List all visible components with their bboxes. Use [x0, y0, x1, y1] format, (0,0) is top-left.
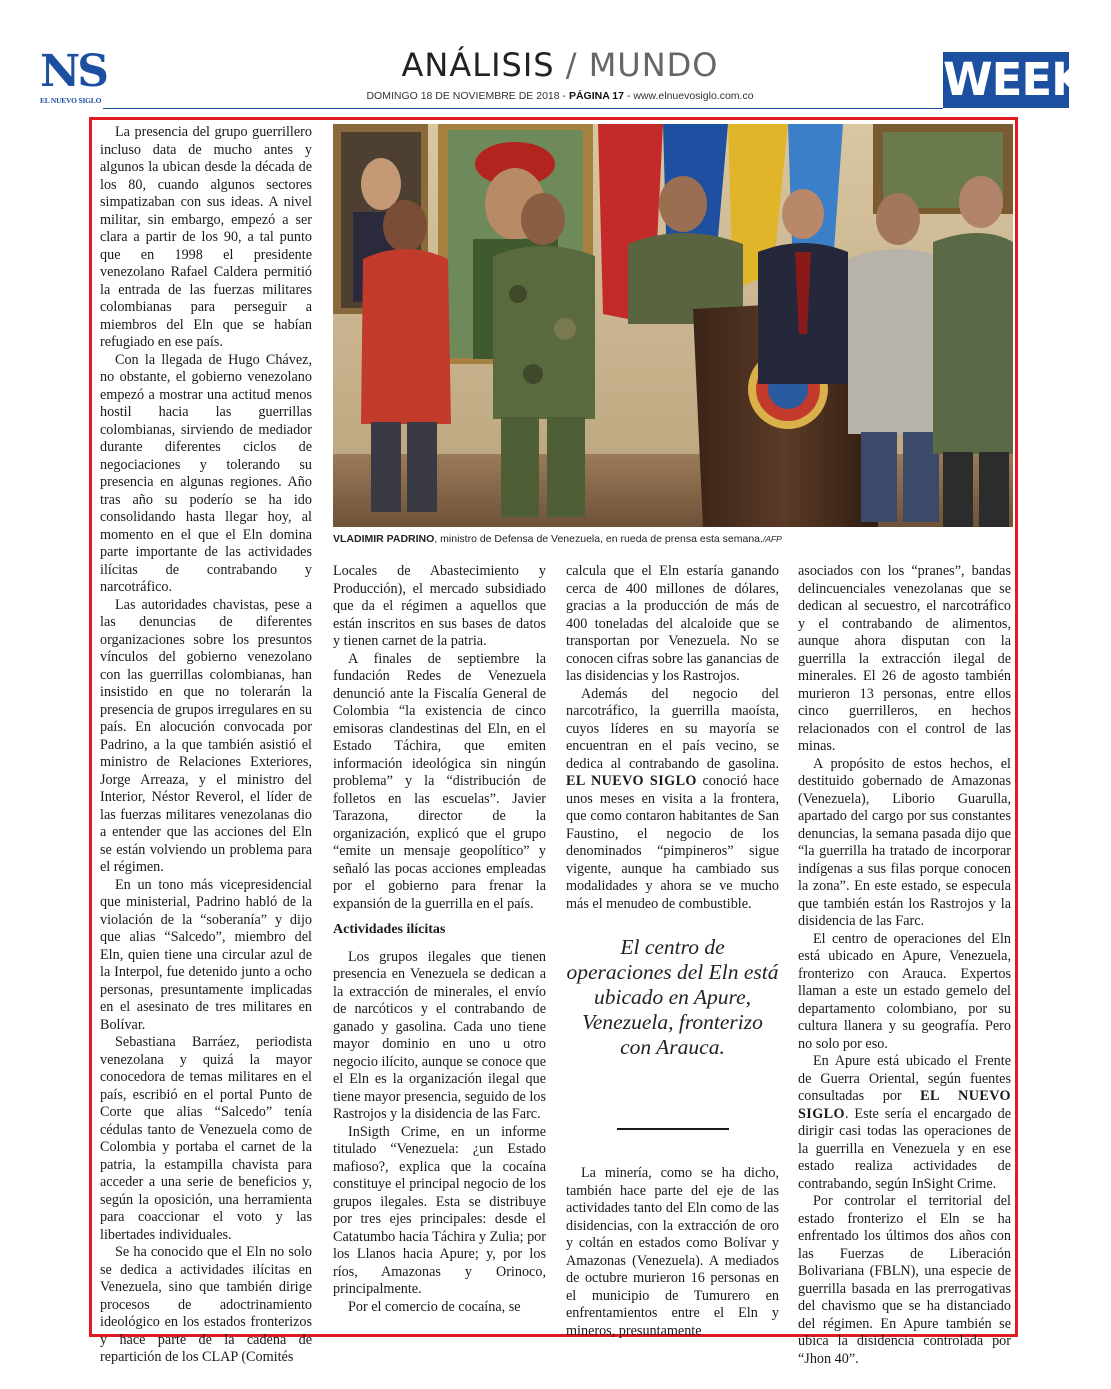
subsection-name: MUNDO [588, 46, 719, 84]
paragraph [566, 686, 779, 914]
paragraph: InSigth Crime, en un informe titulado “Venezuela: ¿un Estado mafioso?, explica que la cocaína constituye el principal negocio de los grupos ilegales. Esta se distribuye por tres ejes principales: desde el Catatumbo hacia Táchira y Zulia; por los Llanos hacia Apure; y, por los ríos, Amazonas y Orinoco, principalmente. [333, 1123, 546, 1297]
paragraph: calcula que el Eln estaría ganando cerca de 400 millones de dólares, gracias a la producción de más de 400 toneladas del alcaloide que se transportan por Venezuela. No se conocen cifras sobre las ganancias de las disidencias y los Rastrojos. [566, 563, 779, 684]
paragraph: El centro de operaciones del Eln está ubicado en Apure, Venezuela, fronterizo con Arauca. Expertos llaman a este un estado gemelo del departamento colombiano, por su cultura llanera y su geografía. Pero no solo por eso. [798, 930, 1011, 1052]
paragraph: Locales de Abastecimiento y Producción), el mercado subsidiado que da el régimen a aquellos que están inscritos en sus bases de datos y tienen carnet de la patria. [333, 563, 546, 649]
caption-credit: /AFP [762, 534, 782, 544]
section-name: ANÁLISIS [401, 46, 555, 84]
paragraph: Sebastiana Barráez, periodista venezolana y quizá la mayor conocedora de temas militares en el país, escribió en el portal Punto de Corte que alias “Salcedo” tenía cédulas tanto de Venezuela como de Colombia y portaba el carnet de la patria, la estampilla chavista para acceder a una serie de beneficios y, según la oposición, una herramienta para coaccionar el voto y las libertades individuales. [100, 1034, 312, 1243]
article-column-2 [333, 563, 546, 1333]
paragraph: Por el comercio de cocaína, se [348, 1298, 521, 1315]
brand-mention: EL NUEVO SIGLO [798, 1088, 1011, 1122]
paragraph: A finales de septiembre la fundación Redes de Venezuela denunció ante la Fiscalía General de Colombia “la existencia de cinco emisoras clandestinas del Eln, en el Estado Táchira, que emiten información ideológica sin ningún problema” y la “distribución de folletos en las escuelas”. Javier Tarazona, director de la organización, explicó que el grupo “emite un mensaje geopolítico” y señaló las pocas acciones empleadas por el gobierno para frenar la expansión de la guerrilla en el país. [333, 650, 546, 912]
photo-illustration [333, 124, 1013, 527]
paragraph: En un tono más vicepresidencial que ministerial, Padrino habló de la violación de la “soberanía” y dijo que alias “Salcedo”, miembro del Eln, quien tiene una circular azul de la Interpol, fue detenido junto a ocho personas, presuntamente implicadas en el asesinato de tres militares en Bolívar. [100, 876, 312, 1033]
week-badge: WEEK [943, 53, 1085, 106]
caption-name: VLADIMIR PADRINO [333, 533, 435, 545]
paragraph: Por controlar el territorial del estado fronterizo el Eln se ha enfrentado los últimos dos años con las Fuerzas de Liberación Bolivariana (FBLN), una especie de guerrilla basada en las prerrogativas del chavismo que se ha distanciado del régimen. En Apure también se ubica la disidencia controlada por “Jhon 40”. [798, 1193, 1011, 1367]
section-title: ANÁLISIS / MUNDO [401, 46, 719, 84]
paragraph-text: En Apure está ubicado el Frente de Guerra Oriental, según fuentes consultadas por [798, 1053, 1011, 1104]
article-column-1 [100, 124, 312, 1365]
paragraph: La minería, como se ha dicho, también hace parte del eje de las actividades tanto del Eln como de las disidencias, con la extracción de oro y coltán en estados como Bolívar y Amazonas (Venezuela). A mediados de octubre murieron 16 personas en el municipio de Tumurero en enfrentamientos entre el Eln y mineros, presuntamente [566, 1165, 779, 1339]
article-column-4 [798, 563, 1011, 1367]
brand-mention: EL NUEVO SIGLO [566, 773, 697, 789]
paragraph: Con la llegada de Hugo Chávez, no obstante, el gobierno venezolano empezó a mostrar una actitud menos hostil hacia las guerrillas colombianas, sirviendo de mediador durante diferentes ciclos de negociaciones y tolerando su presencia en algunas regiones. Año tras año su poderío se ha ido consolidando hasta llegar hoy, al momento en el que el Eln domina parte importante de las actividades ilícitas de contrabando y narcotráfico. [100, 351, 312, 595]
pull-quote-rule [617, 1128, 729, 1130]
page-number: PÁGINA 17 [568, 90, 624, 102]
paragraph-text: . Este sería el encargado de dirigir casi todas las operaciones de la guerrilla en Venezuela y en ese estado realiza actividades de contrabando, según InSight Crime. [798, 1105, 1011, 1192]
paragraph-text: Además del negocio del narcotráfico, la guerrilla maoísta, cuyos líderes en su mayoría se encuentran en el país vecino, se dedica al contrabando de gasolina. [566, 685, 779, 772]
paragraph: A propósito de estos hechos, el destituido gobernado de Amazonas (Venezuela), Liborio Guarulla, apartado del cargo por sus constantes denuncias, la semana pasada dijo que “la guerrilla ha tratado de incorporar indígenas a sus filas porque conocen la zona”. En este estado, se especula que también están los Rastrojos y la disidencia de las Farc. [798, 755, 1011, 929]
newspaper-logo[interactable] [40, 46, 106, 108]
caption-text: , ministro de Defensa de Venezuela, en rueda de prensa esta semana. [434, 533, 763, 545]
photo-caption [333, 533, 1013, 546]
logo-monogram: NS [40, 46, 106, 97]
press-conference-photo [333, 124, 1013, 527]
dateline [300, 90, 820, 102]
website-link[interactable]: - www.elnuevosiglo.com.co [626, 90, 754, 102]
paragraph-text: conoció hace unos meses en visita a la frontera, que como contaron habitantes de San Faustino, el negocio de los denominados “pimpineros” sigue vigente, aunque ha cambiado sus modalidades y ahora se ve mucho más el menudeo de combustible. [566, 773, 780, 912]
issue-date: DOMINGO 18 DE NOVIEMBRE DE 2018 - [366, 90, 567, 102]
logo-name: EL NUEVO SIGLO [40, 96, 102, 105]
paragraph: Se ha conocido que el Eln no solo se dedica a actividades ilícitas en Venezuela, sino que también dirige procesos de adoctrinamiento ideológico en los estados fronterizos y hace parte de la cadena de repartición de los CLAP (Comités [100, 1244, 312, 1365]
paragraph [798, 1053, 1011, 1193]
paragraph: asociados con los “pranes”, bandas delincuenciales venezolanas que se dedican al secuestro, el narcotráfico y el contrabando de alimentos, aunque ahora disputan con la guerrilla la extracción ilegal de minerales. El 26 de agosto también murieron 13 personas, entre ellos cinco guerrilleros, en hechos relacionados con el control de las minas. [798, 563, 1011, 754]
paragraph: La presencia del grupo guerrillero incluso data de mucho antes y algunos la ubican desde la década de los 80, cuando algunos sectores simpatizaban con sus ideas. A nivel militar, sin embargo, empezó a ser clara a partir de los 90, a tal punto que en 1998 el presidente venezolano Rafael Caldera permitió la entrada de las fuerzas militares colombianas para perseguir a miembros del Eln que se habían refugiado en ese país. [100, 124, 312, 350]
masthead-rule [103, 108, 943, 109]
subheading: Actividades ilícitas [333, 922, 446, 937]
pull-quote: El centro de operaciones del Eln está ubicado en Apure, Venezuela, fronterizo con Arauca. [566, 935, 779, 1059]
paragraph: Las autoridades chavistas, pese a las denuncias de diferentes organizaciones sobre los presuntos vínculos del gobierno venezolano con las guerrillas colombianas, han insistido en que no tolerarán la presencia de grupos irregulares en su país. En alocución convocada por Padrino, a la que también asistió el ministro de Relaciones Exteriores, Jorge Arreaza, y el ministro del Interior, Néstor Reverol, el líder de las fuerzas militares venezolanas dio a entender que las acciones del Eln se están volviendo un problema para el régimen. [100, 596, 312, 875]
paragraph: Los grupos ilegales que tienen presencia en Venezuela se dedican a la extracción de minerales, el envío de narcóticos y el contrabando de ganado y gasolina. Cada uno tiene mayor dominio en uno u otro negocio ilícito, aunque se conoce que el Eln es la organización ilegal que tiene mayor presencia, seguido de los Rastrojos y la disidencia de las Farc. [333, 948, 546, 1122]
